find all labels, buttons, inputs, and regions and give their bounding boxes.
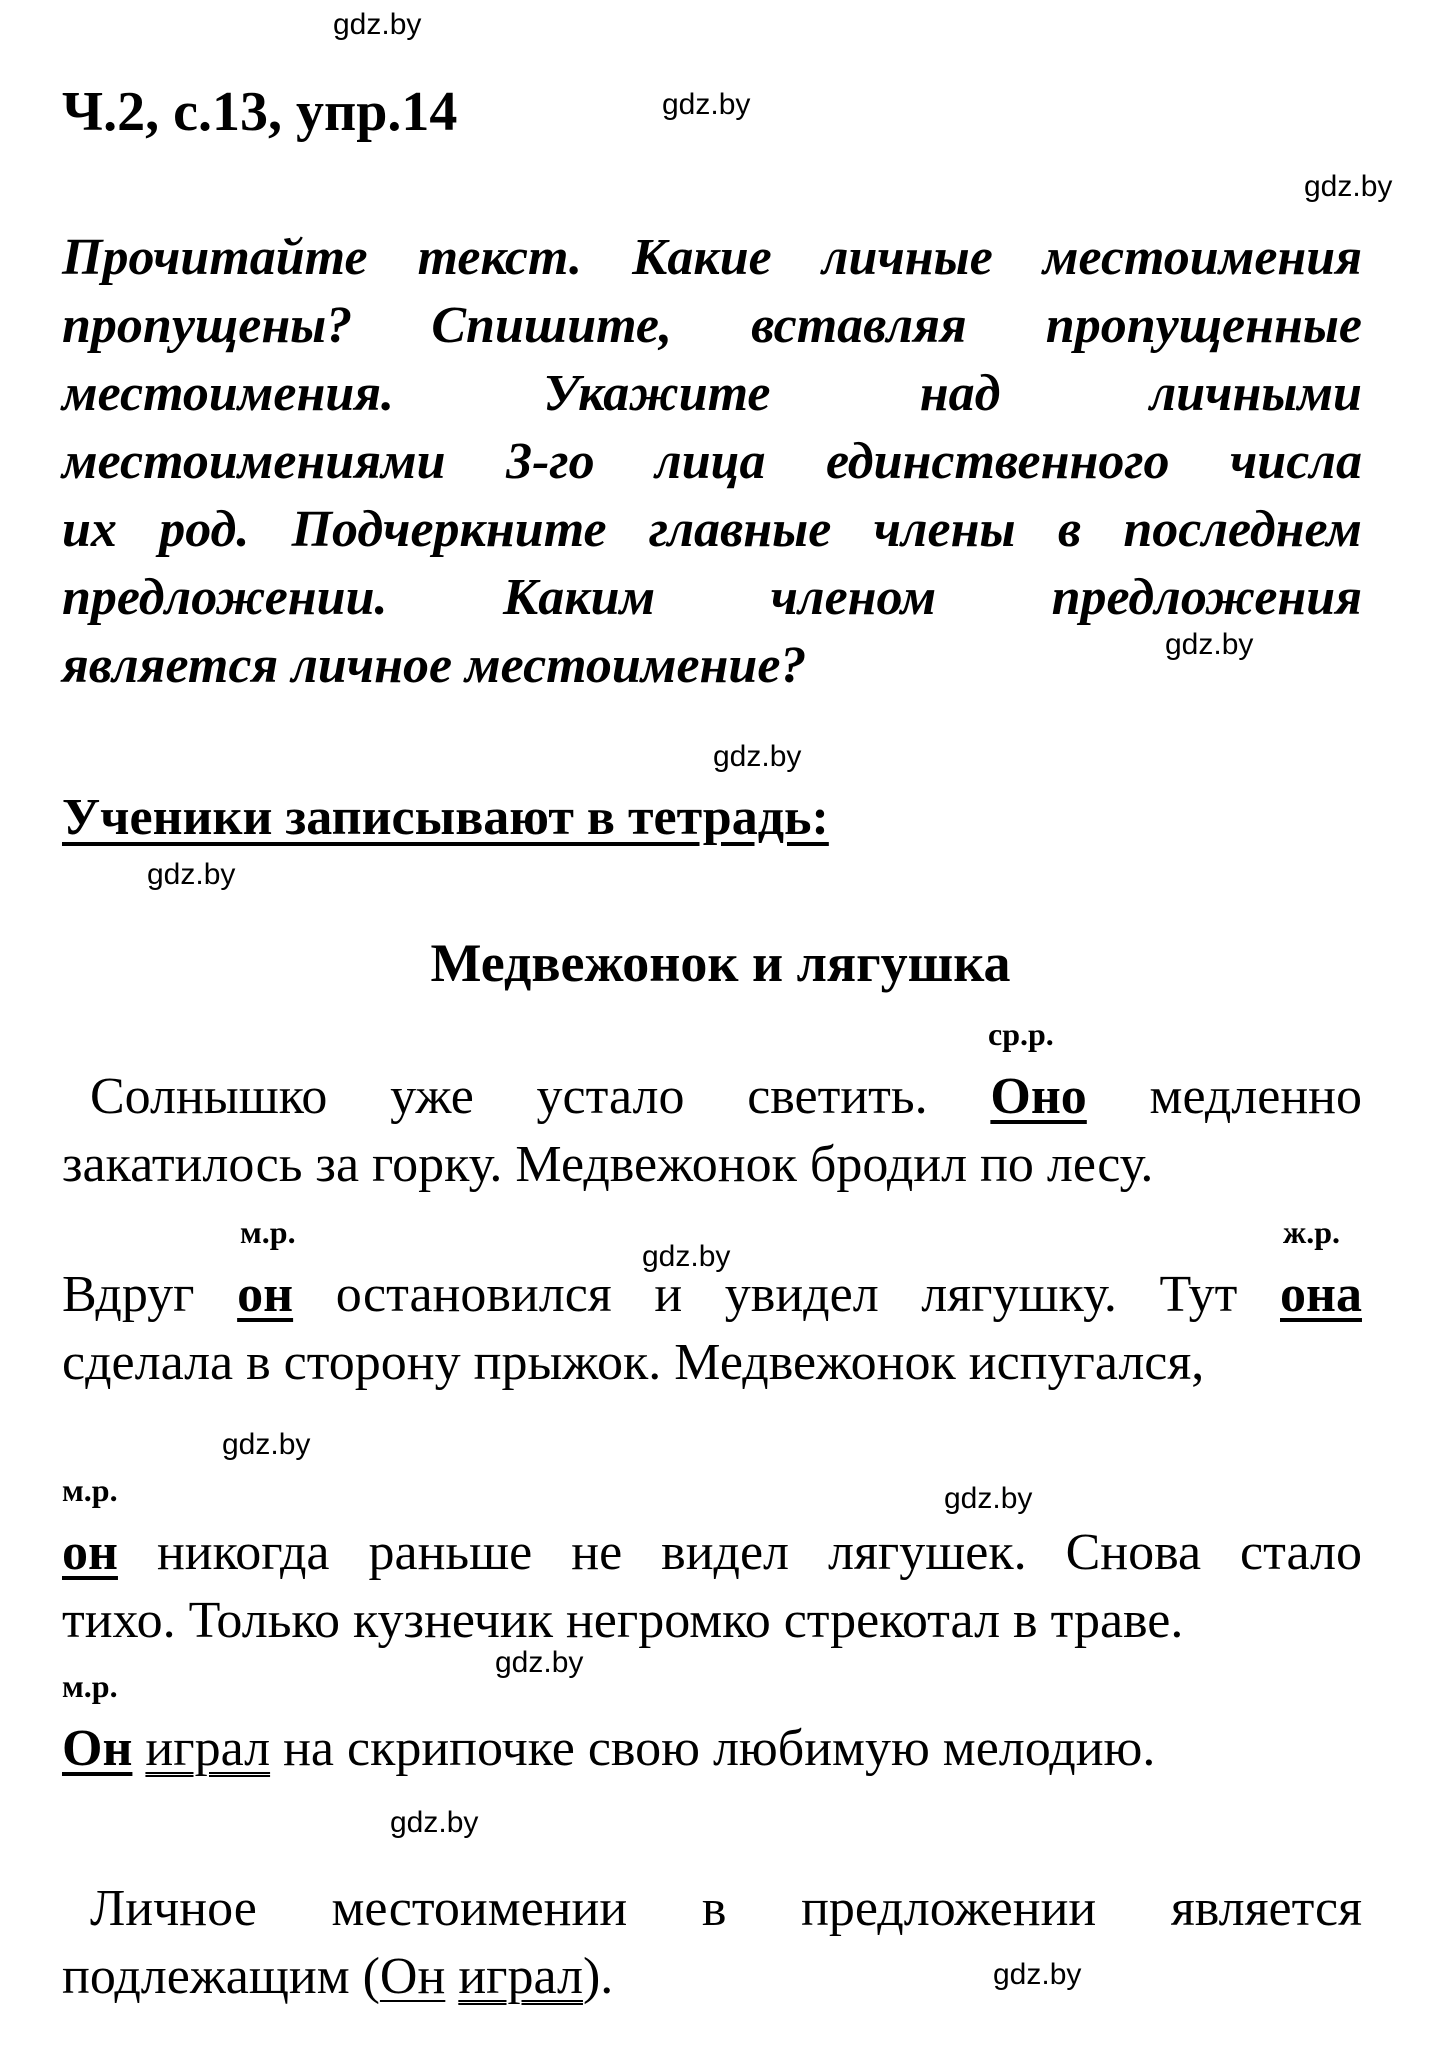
task-line <box>62 224 1362 292</box>
word: Вдруг <box>62 1266 195 1323</box>
word: Каким <box>502 569 656 626</box>
word: Какие <box>632 229 772 286</box>
word: последнем <box>1123 501 1362 558</box>
word: светить. <box>747 1068 928 1125</box>
word: предложении <box>801 1880 1097 1937</box>
task-line <box>62 428 1362 496</box>
subject-pronoun: Он <box>62 1720 133 1777</box>
word: лица <box>655 433 766 490</box>
pronoun: Оно <box>990 1068 1087 1125</box>
word: в <box>1057 501 1082 558</box>
word: увидел <box>724 1266 879 1323</box>
story-line <box>62 1718 1362 1780</box>
word: устало <box>536 1068 685 1125</box>
word: Солнышко <box>90 1068 328 1125</box>
task-line: является личное местоимение? <box>62 637 807 694</box>
watermark: gdz.by <box>147 858 236 891</box>
word: никогда <box>156 1524 330 1581</box>
task-line <box>62 292 1362 360</box>
word: Прочитайте <box>62 229 368 286</box>
task-line <box>62 496 1362 564</box>
section-label: Ученики записывают в тетрадь: <box>62 789 829 846</box>
page-title: Ч.2, с.13, упр.14 <box>62 81 458 143</box>
predicate: играл <box>145 1720 271 1777</box>
predicate: играл <box>458 1948 583 2005</box>
word: род. <box>159 501 250 558</box>
word: местоимениями <box>62 433 446 490</box>
word: личными <box>1149 365 1362 422</box>
word: лягушек. <box>828 1524 1027 1581</box>
task-line <box>62 564 1362 632</box>
story-line <box>62 1066 1362 1128</box>
word: пропущены? <box>62 297 353 354</box>
word: Тут <box>1159 1266 1238 1323</box>
word: их <box>62 501 117 558</box>
pronoun: он <box>237 1266 294 1323</box>
word: на скрипочке свою любимую мелодию. <box>283 1720 1156 1777</box>
story-line <box>62 1264 1362 1326</box>
word: Личное <box>90 1880 257 1937</box>
story-line: закатилось за горку. Медвежонок бродил по лесу. <box>62 1136 1154 1193</box>
word: раньше <box>368 1524 533 1581</box>
watermark: gdz.by <box>222 1428 311 1461</box>
word: не <box>571 1524 623 1581</box>
word: числа <box>1229 433 1362 490</box>
pronoun: она <box>1280 1266 1362 1323</box>
watermark: gdz.by <box>713 740 802 773</box>
word: над <box>919 365 1001 422</box>
word: местоимения <box>1042 229 1362 286</box>
word: пропущенные <box>1045 297 1362 354</box>
word: Укажите <box>543 365 771 422</box>
word: члены <box>873 501 1016 558</box>
gender-mark: ж.р. <box>1283 1214 1340 1250</box>
word: уже <box>390 1068 474 1125</box>
word: в <box>701 1880 727 1937</box>
gender-mark: м.р. <box>62 1472 118 1508</box>
word: лягушку. <box>921 1266 1117 1323</box>
conclusion-line <box>62 1878 1362 1940</box>
watermark: gdz.by <box>333 8 422 41</box>
pronoun: он <box>62 1524 118 1581</box>
story-line <box>62 1522 1362 1584</box>
word: единственного <box>826 433 1170 490</box>
story-line: тихо. Только кузнечик негромко стрекотал в траве. <box>62 1592 1184 1649</box>
conclusion-line <box>62 1946 1362 2008</box>
word: остановился <box>335 1266 612 1323</box>
gender-mark: м.р. <box>240 1214 296 1250</box>
watermark: gdz.by <box>1165 628 1254 661</box>
word: Снова <box>1065 1524 1202 1581</box>
word: 3-го <box>506 433 595 490</box>
watermark: gdz.by <box>662 88 751 121</box>
word: вставляя <box>751 297 967 354</box>
word: местоимении <box>331 1880 628 1937</box>
watermark: gdz.by <box>642 1240 731 1273</box>
watermark: gdz.by <box>944 1482 1033 1515</box>
word: предложения <box>1051 569 1362 626</box>
word: Спишите, <box>431 297 672 354</box>
word: местоимения. <box>62 365 395 422</box>
gender-mark: ср.р. <box>988 1016 1054 1052</box>
word: текст. <box>417 229 583 286</box>
word: ). <box>582 1948 614 2005</box>
word: и <box>654 1266 683 1323</box>
word: является <box>1170 1880 1362 1937</box>
watermark: gdz.by <box>495 1646 584 1679</box>
word: членом <box>770 569 937 626</box>
watermark: gdz.by <box>993 1958 1082 1991</box>
story-title: Медвежонок и лягушка <box>430 933 1011 993</box>
word: Подчеркните <box>291 501 607 558</box>
task-line <box>62 360 1362 428</box>
word: медленно <box>1149 1068 1362 1125</box>
watermark: gdz.by <box>390 1806 479 1839</box>
word: видел <box>661 1524 790 1581</box>
word: предложении. <box>62 569 388 626</box>
word: главные <box>648 501 832 558</box>
subject: Он <box>379 1948 446 2005</box>
word: подлежащим ( <box>62 1948 380 2005</box>
story-line: сделала в сторону прыжок. Медвежонок испугался, <box>62 1334 1205 1391</box>
word: стало <box>1240 1524 1362 1581</box>
word: личные <box>821 229 993 286</box>
watermark: gdz.by <box>1304 170 1393 203</box>
gender-mark: м.р. <box>62 1668 118 1704</box>
